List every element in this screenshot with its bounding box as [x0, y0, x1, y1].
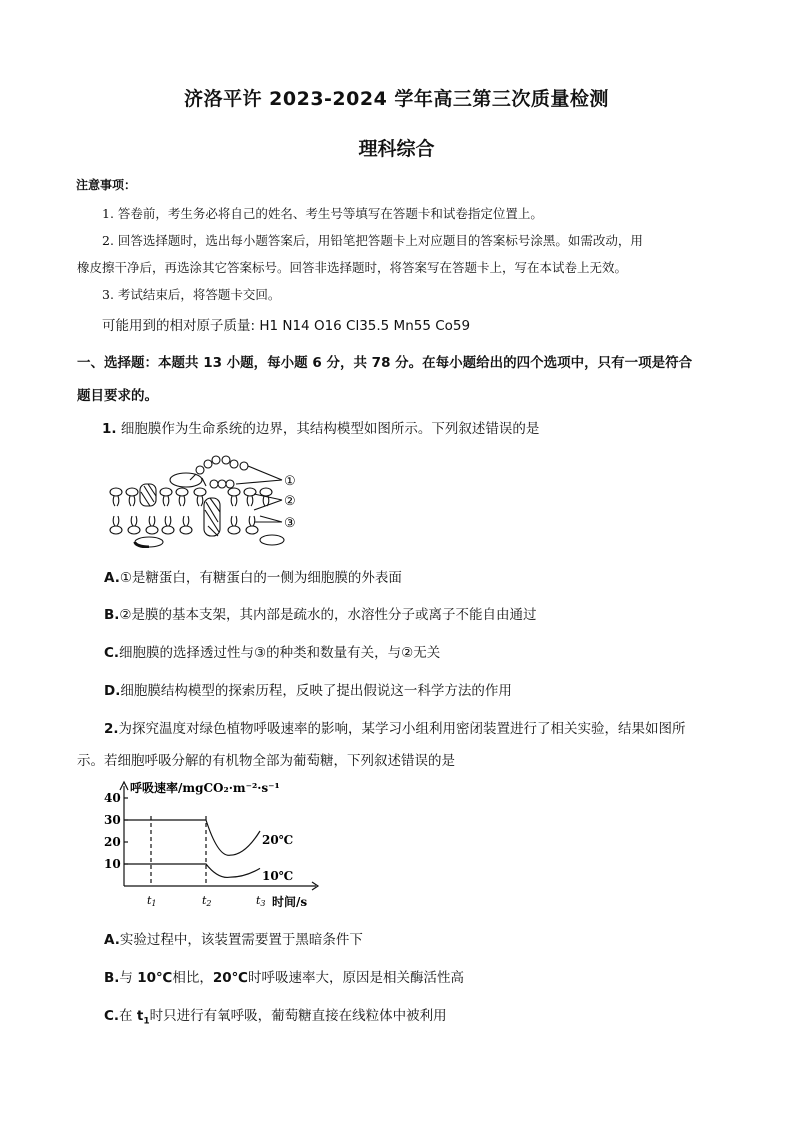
phospholipid-heads-top — [110, 488, 272, 496]
notes-heading: 注意事项： — [76, 178, 137, 192]
note-item-2-line2: 橡皮擦干净后，再选涂其它答案标号。回答非选择题时，将答案写在答题卡上，写在本试卷上无效。 — [77, 260, 628, 275]
x-tick-label: t3 — [256, 894, 266, 908]
note-item-2-line1: 2. 回答选择题时，选出每小题答案后，用铅笔把答题卡上对应题目的答案标号涂黑。如需改动，用 — [102, 233, 643, 248]
respiration-rate-chart — [104, 776, 324, 910]
label-3: ③ — [284, 516, 296, 531]
q1-option-c: C.细胞膜的选择透过性与③的种类和数量有关，与②无关 — [104, 645, 441, 661]
y-tick-label: 40 — [104, 791, 121, 805]
surface-protein — [170, 473, 202, 487]
line-series-20c — [124, 820, 260, 855]
q1-option-a: A.①是糖蛋白，有糖蛋白的一侧为细胞膜的外表面 — [104, 570, 402, 586]
x-tick-label: t1 — [147, 894, 157, 908]
line-series-10c — [124, 864, 260, 877]
note-item-1: 1. 答卷前，考生务必将自己的姓名、考生号等填写在答题卡和试卷指定位置上。 — [102, 206, 543, 221]
x-axis-label: 时间/s — [272, 895, 308, 909]
label-2: ② — [284, 494, 296, 509]
q2-option-a: A.实验过程中，该装置需要置于黑暗条件下 — [104, 932, 363, 948]
exam-title: 济洛平许 2023-2024 学年高三第三次质量检测 — [184, 88, 609, 110]
exam-subtitle: 理科综合 — [358, 138, 435, 160]
y-tick-label: 20 — [104, 835, 121, 849]
x-tick-label: t2 — [202, 894, 212, 908]
q2-option-b: B.与 10℃相比，20℃时呼吸速率大，原因是相关酶活性高 — [104, 970, 464, 986]
y-axis-label: 呼吸速率/mgCO₂·m⁻²·s⁻¹ — [130, 781, 280, 795]
legend-20c: 20℃ — [262, 833, 294, 847]
question-1-stem — [102, 417, 539, 437]
legend-10c: 10℃ — [262, 869, 294, 883]
q2-option-c: C.在 $t_1$时只进行有氧呼吸，葡萄糖直接在线粒体中被利用 — [104, 1008, 447, 1027]
cell-membrane-diagram — [104, 452, 304, 548]
label-1: ① — [284, 474, 296, 489]
section-heading-line2: 题目要求的。 — [77, 388, 158, 404]
atomic-masses: 可能用到的相对原子质量: H1 N14 O16 Cl35.5 Mn55 Co59 — [102, 318, 471, 334]
section-heading-line1: 一、选择题：本题共 13 小题，每小题 6 分，共 78 分。在每小题给出的四个选项中，只有一项是符合 — [77, 355, 693, 371]
q1-option-b: B.②是膜的基本支架，其内部是疏水的，水溶性分子或离子不能自由通过 — [104, 607, 537, 623]
question-2-stem-line1: 2.为探究温度对绿色植物呼吸速率的影响，某学习小组利用密闭装置进行了相关实验，结果如图所 — [104, 721, 686, 737]
question-text: 细胞膜作为生命系统的边界，其结构模型如图所示。下列叙述错误的是 — [120, 421, 540, 437]
question-2-stem-line2: 示。若细胞呼吸分解的有机物全部为葡萄糖，下列叙述错误的是 — [77, 753, 455, 769]
question-number: 1. — [102, 421, 117, 437]
phospholipid-heads-bottom — [110, 526, 258, 534]
note-item-3: 3. 考试结束后，将答题卡交回。 — [102, 287, 281, 302]
y-tick-label: 10 — [104, 857, 121, 871]
y-tick-label: 30 — [104, 813, 121, 827]
q1-option-d: D.细胞膜结构模型的探索历程，反映了提出假说这一科学方法的作用 — [104, 683, 512, 699]
